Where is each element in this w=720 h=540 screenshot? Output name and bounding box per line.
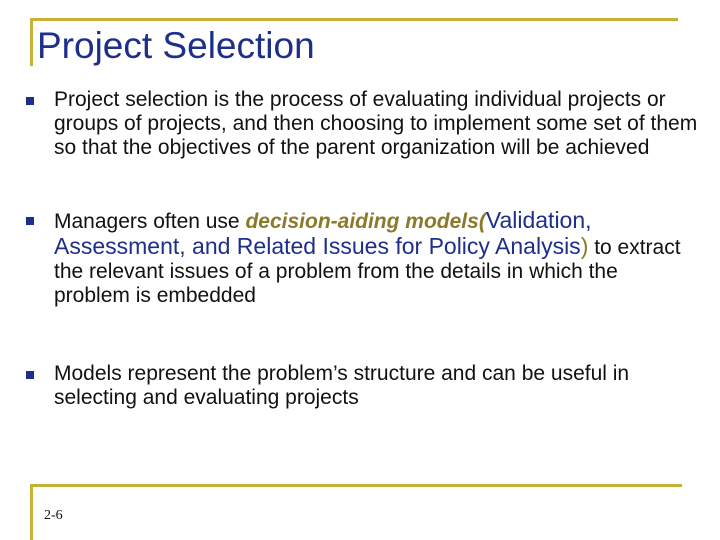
bullet-text: Project selection is the process of evaluating individual projects or groups of projects, and then choosing to implement some set of them so that the objectives of the parent organization will be achieved — [54, 88, 698, 159]
square-bullet-icon — [26, 371, 34, 379]
square-bullet-icon — [26, 97, 34, 105]
title-left-rule — [30, 18, 33, 66]
bullet-text-prefix: Managers often use — [54, 210, 246, 233]
square-bullet-icon — [26, 217, 34, 225]
bottom-rule — [30, 484, 682, 487]
bullet-item — [22, 208, 698, 362]
slide-title: Project Selection — [37, 25, 315, 66]
bullet-item — [22, 88, 698, 208]
slide-number: 2-6 — [44, 508, 63, 523]
bullet-text: Models represent the problem’s structure and can be useful in selecting and evaluating projects — [54, 362, 630, 409]
emphasis-term: decision-aiding models — [245, 210, 479, 233]
paren-open: ( — [478, 210, 486, 233]
paren-close: ) — [580, 233, 589, 259]
bullet-item — [22, 362, 698, 410]
bullet-list — [22, 88, 698, 410]
bullet-text-suffix: to extract the relevant issues of a problem from the details in which the problem is embedded — [54, 236, 681, 307]
footer-left-rule — [30, 484, 33, 540]
top-rule — [30, 18, 678, 21]
paren-text: Validation, Assessment, and Related Issues for Policy Analysis — [54, 207, 592, 259]
